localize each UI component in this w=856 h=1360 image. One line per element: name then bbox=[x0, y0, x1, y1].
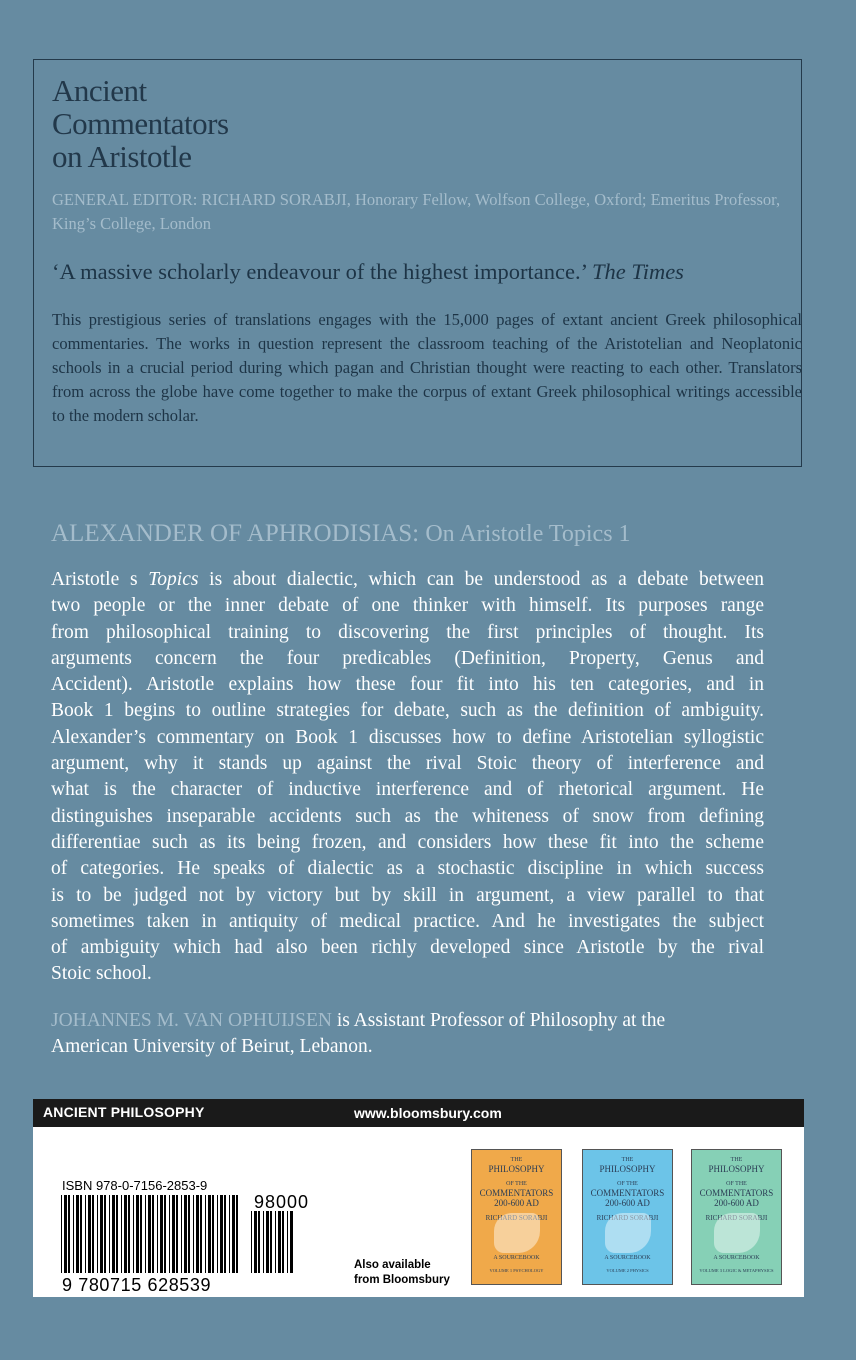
barcode-bar bbox=[196, 1195, 199, 1273]
barcode-digits: 9 780715 628539 bbox=[62, 1275, 212, 1295]
barcode-bar bbox=[104, 1195, 106, 1273]
desc-line: of ambiguity which had also been richly developed since Aristotle by the rival bbox=[51, 937, 764, 959]
barcode-bar bbox=[152, 1195, 154, 1273]
barcode-bar bbox=[140, 1195, 142, 1273]
desc-line bbox=[51, 567, 764, 593]
barcode-bar bbox=[270, 1211, 272, 1273]
barcode-bar bbox=[80, 1195, 82, 1273]
barcode-bar bbox=[251, 1211, 252, 1273]
barcode-bar bbox=[193, 1195, 194, 1273]
barcode-bar bbox=[73, 1195, 74, 1273]
barcode-bar bbox=[160, 1195, 163, 1273]
cover-text: THE bbox=[621, 1157, 634, 1163]
series-title-line: Ancient bbox=[52, 73, 147, 108]
barcode-bar bbox=[287, 1211, 288, 1273]
barcode-bar bbox=[64, 1195, 67, 1273]
cover-text: OF THE bbox=[506, 1181, 527, 1187]
bio-line bbox=[51, 1008, 791, 1034]
barcode-bar bbox=[208, 1195, 211, 1273]
quote-source: The Times bbox=[592, 259, 684, 284]
barcode-bar bbox=[184, 1195, 187, 1273]
barcode-bar bbox=[236, 1195, 238, 1273]
book-description bbox=[51, 567, 764, 988]
bio-line: American University of Beirut, Lebanon. bbox=[51, 1036, 373, 1057]
barcode-bar bbox=[263, 1211, 264, 1273]
barcode-bar bbox=[112, 1195, 115, 1273]
barcode-bar bbox=[97, 1195, 98, 1273]
series-title bbox=[52, 74, 229, 173]
barcode-bar bbox=[157, 1195, 158, 1273]
barcode-panel bbox=[33, 1127, 804, 1297]
cover-text: THE bbox=[730, 1157, 743, 1163]
desc-line: argument, why it stands up against the rival Stoic theory of interference and bbox=[51, 753, 764, 775]
cover-text: PHILOSOPHY bbox=[599, 1164, 656, 1174]
cover-text: THE bbox=[510, 1157, 523, 1163]
barcode-bar bbox=[254, 1211, 257, 1273]
cover-text: COMMENTATORS bbox=[479, 1188, 554, 1198]
related-book-cover[interactable] bbox=[582, 1149, 673, 1285]
desc-line: sometimes taken in antiquity of medical practice. And he investigates the subject bbox=[51, 910, 764, 932]
cover-text: VOLUME 2 PHYSICS bbox=[606, 1268, 649, 1273]
translator-name: JOHANNES M. VAN OPHUIJSEN bbox=[51, 1010, 332, 1031]
barcode-bar bbox=[116, 1195, 118, 1273]
book-work: On Aristotle Topics 1 bbox=[425, 521, 631, 547]
category-label: ANCIENT PHILOSOPHY bbox=[43, 1104, 205, 1120]
isbn-label: ISBN 978-0-7156-2853-9 bbox=[62, 1178, 208, 1193]
series-box bbox=[33, 59, 802, 467]
desc-line: what is the character of inductive interference and of rhetorical argument. He bbox=[51, 779, 764, 801]
desc-line-text: is about dialectic, which can be understood as a debate between bbox=[198, 569, 764, 590]
barcode-bar bbox=[217, 1195, 218, 1273]
cover-map-shape bbox=[714, 1213, 760, 1253]
barcode-bar bbox=[224, 1195, 226, 1273]
book-author: ALEXANDER OF APHRODISIAS: bbox=[51, 520, 420, 547]
barcode-bar bbox=[278, 1211, 281, 1273]
cover-text: PHILOSOPHY bbox=[488, 1164, 545, 1174]
also-line: Also available bbox=[354, 1259, 431, 1271]
barcode-bar bbox=[109, 1195, 110, 1273]
cover-text: RICHARD SORABJI bbox=[705, 1214, 768, 1222]
desc-line: Accident). Aristotle explains how these four fit into his ten categories, and in bbox=[51, 674, 764, 696]
barcode-bar bbox=[128, 1195, 130, 1273]
cover-text: 200-600 AD bbox=[494, 1198, 539, 1208]
review-quote bbox=[52, 257, 802, 287]
cover-text: RICHARD SORABJI bbox=[485, 1214, 548, 1222]
series-title-line: Commentators bbox=[52, 106, 229, 141]
series-description: This prestigious series of translations engages with the 15,000 pages of extant ancient Greek philosophical commentaries. The works in question represent the classroom teaching of the Aristotelian and Neoplatonic schools in a crucial period during which pagan and Christian thought were reacting to each other. Translators from across the globe have come together to make the corpus of extant Greek philosophical writings accessible to the modern scholar. bbox=[52, 310, 802, 425]
desc-line: differentiae such as its being frozen, and considers how these fit into the scheme bbox=[51, 831, 764, 853]
barcode-bar bbox=[92, 1195, 94, 1273]
cover-text: COMMENTATORS bbox=[590, 1188, 665, 1198]
barcode-bar bbox=[176, 1195, 178, 1273]
desc-line: Stoic school. bbox=[51, 963, 152, 985]
barcode-bar bbox=[181, 1195, 182, 1273]
barcode-bar bbox=[258, 1211, 260, 1273]
desc-line: arguments concern the four predicables (Definition, Property, Genus and bbox=[51, 647, 764, 669]
also-line: from Bloomsbury bbox=[354, 1274, 450, 1286]
desc-line: two people or the inner debate of one thinker with himself. Its purposes range bbox=[51, 595, 764, 617]
barcode-bar bbox=[232, 1195, 235, 1273]
barcode-bar bbox=[148, 1195, 151, 1273]
barcode-bar bbox=[169, 1195, 170, 1273]
barcode-bar bbox=[220, 1195, 223, 1273]
desc-lead: Aristotle s bbox=[51, 569, 149, 590]
barcode-bar bbox=[282, 1211, 284, 1273]
desc-line: from philosophical training to discovering the first principles of thought. Its bbox=[51, 621, 764, 643]
cover-text: A SOURCEBOOK bbox=[713, 1255, 760, 1261]
category-strip bbox=[33, 1099, 804, 1127]
cover-map-shape bbox=[605, 1213, 651, 1253]
cover-text: OF THE bbox=[726, 1181, 747, 1187]
related-book-cover[interactable] bbox=[471, 1149, 562, 1285]
barcode-bar bbox=[164, 1195, 166, 1273]
barcode-bar bbox=[121, 1195, 122, 1273]
cover-text: OF THE bbox=[617, 1181, 638, 1187]
cover-text: VOLUME 1 PSYCHOLOGY bbox=[489, 1268, 544, 1273]
desc-line: Book 1 begins to outline strategies for debate, such as the definition of ambiguity. bbox=[51, 700, 764, 722]
cover-text: PHILOSOPHY bbox=[708, 1164, 765, 1174]
cover-text: COMMENTATORS bbox=[699, 1188, 774, 1198]
barcode-bar bbox=[290, 1211, 293, 1273]
quote-text: ‘A massive scholarly endeavour of the highest importance.’ bbox=[52, 259, 587, 284]
barcode-bar bbox=[100, 1195, 103, 1273]
cover-text: VOLUME 3 LOGIC & METAPHYSICS bbox=[699, 1268, 774, 1273]
cover-text: A SOURCEBOOK bbox=[604, 1255, 651, 1261]
barcode-bar bbox=[229, 1195, 230, 1273]
barcode-bar bbox=[145, 1195, 146, 1273]
desc-italic: Topics bbox=[148, 569, 199, 590]
series-title-line: on Aristotle bbox=[52, 139, 192, 174]
cover-text: A SOURCEBOOK bbox=[493, 1255, 540, 1261]
barcode-bar bbox=[133, 1195, 134, 1273]
barcode-bar bbox=[76, 1195, 79, 1273]
barcode-bar bbox=[205, 1195, 206, 1273]
barcode-bar bbox=[275, 1211, 276, 1273]
barcode-bar bbox=[172, 1195, 175, 1273]
desc-line: Alexander’s commentary on Book 1 discusses how to define Aristotelian syllogistic bbox=[51, 726, 764, 748]
general-editor: GENERAL EDITOR: RICHARD SORABJI, Honorary Fellow, Wolfson College, Oxford; Emeritus Professor, King’s College, London bbox=[52, 190, 781, 233]
barcode-bar bbox=[200, 1195, 202, 1273]
barcode-bar bbox=[188, 1195, 190, 1273]
translator-bio bbox=[51, 1008, 791, 1060]
also-available bbox=[354, 1258, 450, 1288]
cover-map-shape bbox=[494, 1213, 540, 1253]
cover-text: RICHARD SORABJI bbox=[596, 1214, 659, 1222]
barcode-bar bbox=[212, 1195, 214, 1273]
barcode-bar bbox=[85, 1195, 86, 1273]
desc-line: distinguishes inseparable accidents such as the whiteness of snow from defining bbox=[51, 805, 764, 827]
barcode-bar bbox=[136, 1195, 139, 1273]
related-book-cover[interactable] bbox=[691, 1149, 782, 1285]
barcode-bar bbox=[61, 1195, 62, 1273]
cover-text: 200-600 AD bbox=[605, 1198, 650, 1208]
desc-line: of categories. He speaks of dialectic as a stochastic discipline in which success bbox=[51, 858, 764, 880]
barcode-bar bbox=[88, 1195, 91, 1273]
book-title bbox=[51, 517, 811, 551]
barcode-bar bbox=[266, 1211, 269, 1273]
barcode-bar bbox=[124, 1195, 127, 1273]
bio-text: is Assistant Professor of Philosophy at the bbox=[332, 1010, 666, 1031]
barcode-bar bbox=[68, 1195, 70, 1273]
price-code: 98000 bbox=[254, 1192, 310, 1212]
desc-line: is to be judged not by victory but by skill in argument, a view parallel to that bbox=[51, 884, 764, 906]
cover-text: 200-600 AD bbox=[714, 1198, 759, 1208]
publisher-website[interactable]: www.bloomsbury.com bbox=[354, 1105, 502, 1121]
